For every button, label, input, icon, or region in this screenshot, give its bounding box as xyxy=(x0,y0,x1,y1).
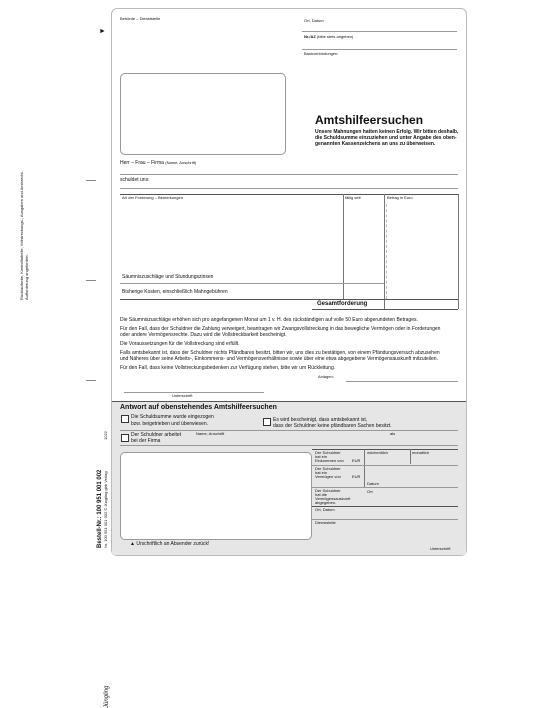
assets-label-3: Vermögen von xyxy=(315,474,341,479)
nothing-checkbox[interactable] xyxy=(263,418,271,426)
option-paid-1: Die Schuldsumme wurde eingezogen xyxy=(131,414,214,420)
name-address-label: Name, Anschrift xyxy=(196,431,225,436)
side-note: Rücklaufseite, Kontrolltabelle, Vollstreckungs-, Ausgaben und Amtsrecht-Aufforderung angefordert. xyxy=(19,171,29,300)
declaration-2: hat die xyxy=(315,492,328,497)
year-mark: 1022 xyxy=(103,431,108,440)
body-line-7: Für den Fall, dass keine Vollstreckungsbedenken zur Verfügung stehen, bitte wir um Rückleitung. xyxy=(120,365,336,371)
assets-currency: EUR xyxy=(352,474,361,479)
intro-line-3: genannten Kassenzeichens an uns zu überweisen. xyxy=(315,141,436,147)
assets-label-1: Der Schuldner xyxy=(315,466,341,471)
office-label: Dienststelle xyxy=(315,520,336,525)
signature-label: Unterschrift xyxy=(172,393,193,398)
authority-label: Behörde – Dienststelle xyxy=(120,16,161,21)
addressee-label: Herr – Frau – Firma (Name, Anschrift) xyxy=(120,160,197,166)
declaration-1: Der Schuldner xyxy=(315,488,341,493)
income-weekly: wöchentlich xyxy=(367,450,388,455)
income-label-1: Der Schuldner xyxy=(315,450,341,455)
option-nothing-1: Es wird bescheinigt, dass amtsbekannt ist, xyxy=(273,417,368,423)
income-currency: EUR xyxy=(352,458,361,463)
triangle-icon: ▲ xyxy=(130,541,135,547)
option-employed-2: bei der Firma xyxy=(131,438,161,444)
place-label: Ort xyxy=(367,489,373,494)
date-label: Datum xyxy=(367,481,379,486)
fold-mark xyxy=(86,280,96,281)
response-title: Antwort auf obenstehendes Amtshilfeersuchen xyxy=(120,404,277,411)
total-label: Gesamtforderung xyxy=(317,301,368,307)
intro-line-1: Unsere Mahnungen hatten keinen Erfolg. Wir bitten deshalb, xyxy=(315,129,459,135)
response-signature: Unterschrift xyxy=(430,546,451,551)
declaration-4: abgegeben. xyxy=(315,500,337,505)
row-costs: Bisherige Kosten, einschließlich Mahngebühren xyxy=(122,289,228,295)
fold-mark xyxy=(86,380,96,381)
body-line-4: Die Voraussetzungen für die Vollstreckung sind erfüllt. xyxy=(120,341,240,347)
body-line-5: Falls amtsbekannt ist, dass der Schuldner nichts Pfändbares besitzt, bitten wir, uns dies zu bestätigen, von einem Pfändungsversuch abzusehen xyxy=(120,350,440,356)
bank-label: Bankverbindungen: xyxy=(304,51,339,56)
col-amount: Betrag in Euro xyxy=(387,195,413,200)
body-line-6: und Näheres über seine Arbeits-, Einkommens- und Vermögensverhältnisse sowie über eine etwa abgegebene Vermögensauskunft mitzuteilen. xyxy=(120,356,438,362)
body-line-3: oder andere Vermögensrechte. Dazu wird die Vollstreckbarkeit bescheinigt. xyxy=(120,332,287,338)
body-line-2: Für den Fall, dass der Schuldner die Zahlung verweigert, beantragen wir Zwangsvollstreckung in das bewegliche Vermögen oder in Forderungen xyxy=(120,326,441,332)
return-address-window xyxy=(120,452,312,540)
income-monthly: monatlich xyxy=(412,450,430,455)
ref-label: Nr./AZ (bitte stets angeben) xyxy=(304,34,354,39)
form-title: Amtshilfeersuchen xyxy=(315,113,424,127)
place-date-label: Ort, Datum xyxy=(304,18,324,23)
option-paid-2: bzw. beigetrieben und überwiesen. xyxy=(131,421,208,427)
attachments-label: Anlagen: xyxy=(318,374,334,379)
paid-checkbox[interactable] xyxy=(121,415,129,423)
form-code: Bestell-Nr.: 100 951 001 002 xyxy=(97,469,103,548)
arrow-icon: ► xyxy=(99,28,106,35)
form-sheet xyxy=(111,8,467,556)
response-place-date: Ort, Datum xyxy=(315,507,335,512)
form-code-2: Nr. 100 951 001 002 © Jüngling gbb Verlag xyxy=(103,471,108,548)
intro-line-2: die Schuldsumme einzuziehen und unter Angabe des oben- xyxy=(315,135,457,141)
body-line-1: Die Säumniszuschläge erhöhen sich pro angefangenen Monat um 1 v. H. des rückständigen auf volle 50 Euro abgerundeten Betrages. xyxy=(120,317,418,323)
income-label-2: hat ein xyxy=(315,454,328,459)
publisher-logo: Jüngling xyxy=(104,685,110,708)
return-note: ▲ Urschriftlich an Absender zurück! xyxy=(130,541,210,547)
declaration-3: Vermögensauskunft xyxy=(315,496,351,501)
assets-label-2: hat ein xyxy=(315,470,328,475)
fold-mark xyxy=(86,180,96,181)
col-due: fällig seit xyxy=(345,195,361,200)
col-kind: Art der Forderung – Bemerkungen xyxy=(122,195,183,200)
owes-label: schuldet uns: xyxy=(120,177,150,183)
as-label: als xyxy=(390,431,396,436)
row-late-fees: Säumniszuschläge und Stundungszinsen xyxy=(122,274,214,280)
option-nothing-2: dass der Schuldner keine pfändbaren Sachen besitzt. xyxy=(273,423,392,429)
address-window xyxy=(120,73,286,155)
employed-checkbox[interactable] xyxy=(121,434,129,442)
option-employed-1: Der Schuldner arbeitet xyxy=(131,432,182,438)
income-label-3: Einkommen von xyxy=(315,458,344,463)
